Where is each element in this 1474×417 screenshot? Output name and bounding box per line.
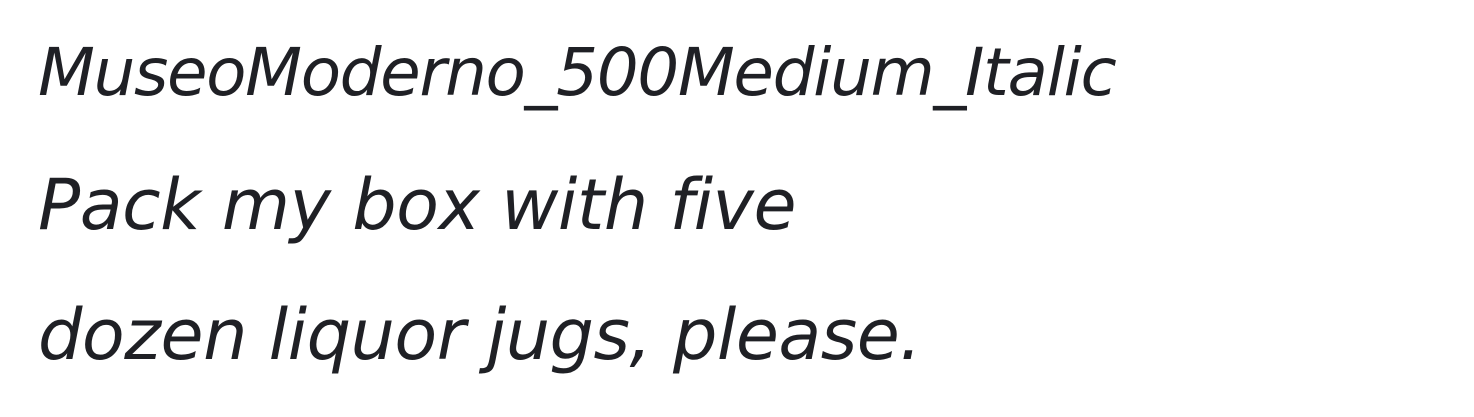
font-name-heading: MuseoModerno_500Medium_Italic [38, 34, 1116, 111]
sample-text-line-2: dozen liquor jugs, please. [38, 294, 922, 376]
sample-text-line-1: Pack my box with five [38, 164, 797, 246]
